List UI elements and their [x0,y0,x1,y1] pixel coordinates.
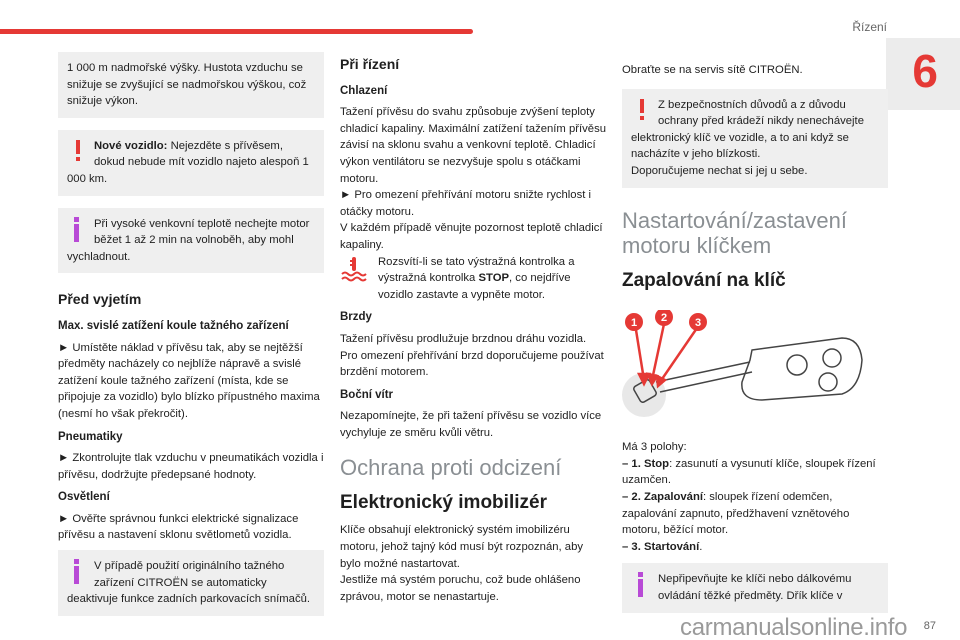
title-start-stop-key: Nastartování/zastavení motoru klíčkem [622,207,848,258]
chapter-number: 6 [912,45,938,97]
stop-warning-line [340,254,606,304]
subheading-towball-load: Max. svislé zatížení koule tažného zařízení [58,319,289,332]
position-stop-text: : zasunutí a vysunutí klíče, sloupek řízení uzamčen. [622,457,876,487]
page-header-title: Řízení [852,20,887,34]
position-ignition-label: – 2. Zapalování [622,490,703,503]
heavy-objects-info [622,563,888,612]
info-icon [67,558,88,586]
coolant-temp-text: V každém případě věnujte pozornost teplotě chladicí kapaliny. [340,222,603,251]
section-while-driving: Při řízení [340,56,400,72]
subheading-cooling: Chlazení [340,84,388,97]
column-2 [340,52,606,611]
heavy-objects-text: Nepřipevňujte ke klíči nebo dálkovému ovládání těžké předměty. Dřík klíče v [658,573,852,602]
info-icon [631,571,652,599]
warning-text: Nejezděte s přívěsem, dokud nebude mít vozidlo najeto alespoň 1 000 km. [67,139,309,185]
subheading-lighting: Osvětlení [58,491,110,504]
ignition-key-figure [622,310,872,420]
lighting-text: ► Ověřte správnou funkci elektrické signalizace přívěsu a nastavení sklonu světlometů vozidla. [58,512,299,542]
figure-label-3: 3 [694,316,702,329]
parking-sensors-info [58,550,324,616]
stop-label: STOP [478,272,510,285]
stop-text-a: Rozsvítí-li se tato výstražná kontrolka a výstražná kontrolka [378,255,575,285]
new-vehicle-warning [58,130,324,196]
subheading-tyres: Pneumatiky [58,430,123,443]
page-number: 87 [923,620,936,632]
title-immobiliser: Elektronický imobilizér [340,492,547,514]
immobiliser-fault-text: Jestliže má systém poruchu, což bude ohlášeno zprávou, motor se nenastartuje. [340,574,581,603]
key-safety-warning [622,89,888,188]
keep-key-text: Doporučujeme nechat si jej u sebe. [631,164,808,177]
cooling-text: Tažení přívěsu do svahu způsobuje zvýšení teploty chladicí kapaliny. Maximální zatížení tažením přívěsu závisí na sklonu svahu a venkovní teplotě. Chladicí výkon ventilátoru se nezvyšuje spolu s otáčkami motoru. [340,106,607,185]
altitude-note [58,52,324,118]
top-accent-bar [0,29,473,34]
column-1 [58,52,324,628]
positions-intro: Má 3 polohy: [622,441,687,454]
warning-icon [67,138,88,166]
position-start-text: . [699,540,703,553]
section-before-departure: Před vyjetím [58,291,142,308]
coolant-temperature-icon [340,256,368,282]
altitude-text: 1 000 m nadmořské výšky. Hustota vzduchu se snižuje se zvyšující se nadmořskou výškou, což snižuje výkon. [67,62,307,108]
brakes-text: Tažení přívěsu prodlužuje brzdnou dráhu vozidla. Pro omezení přehřívání brzd doporučujeme používat brzdění motorem. [340,332,604,379]
stop-text-b: , co nejdříve vozidlo zastavte a vypněte motor. [378,272,571,301]
figure-label-2: 2 [660,311,668,324]
subheading-crosswind: Boční vítr [340,388,394,401]
towball-load-text: ► Umístěte náklad v přívěsu tak, aby se nejtěžší předměty nacházely co nejblíže nápravě a svislé zatížení koule tažného zařízení (místa, kde se připojuje za vozidlo) bylo blízko přípustného maxima (nesmí ho však překročit). [58,341,320,420]
warning-label: Nové vozidlo: [94,139,168,152]
column-3 [622,52,888,625]
hot-weather-info [58,208,324,274]
title-key-ignition: Zapalování na klíč [622,269,786,291]
hot-weather-text: Při vysoké venkovní teplotě nechejte motor běžet 1 až 2 min na volnoběh, aby mohl vychladnout. [67,217,310,263]
tyres-text: ► Zkontrolujte tlak vzduchu v pneumatikách vozidla i přívěsu, dodržujte předepsané hodnoty. [58,452,324,481]
key-safety-text: Z bezpečnostních důvodů a z důvodu ochrany před krádeží nikdy nenechávejte elektronický klíč ve vozidle, a to ani když se nacházíte v jeho blízkosti. [631,98,864,161]
reduce-speed-text: ► Pro omezení přehřívání motoru snižte rychlost i otáčky motoru. [340,189,592,218]
figure-label-1: 1 [630,316,638,329]
immobiliser-text: Klíče obsahují elektronický systém imobilizéru motoru, jehož tajný kód musí být rozpoznán, aby bylo možné nastartovat. [340,524,584,570]
subheading-brakes: Brzdy [340,311,372,324]
position-stop-label: – 1. Stop [622,457,670,470]
title-theft-protection: Ochrana proti odcizení [340,455,562,481]
contact-dealer-text: Obraťte se na servis sítě CITROËN. [622,64,803,76]
warning-icon [631,97,652,125]
position-ignition-text: : sloupek řízení odemčen, zapalování zapnuto, předžhavení vznětového motoru, běžící motor. [622,490,850,537]
parking-sensors-text: V případě použití originálního tažného zařízení CITROËN se automaticky deaktivuje funkce zadních parkovacích snímačů. [67,560,311,606]
watermark: carmanualsonline.info [680,614,908,640]
info-icon [67,216,88,244]
position-start-label: – 3. Startování [622,540,700,553]
crosswind-text: Nezapomínejte, že při tažení přívěsu se vozidlo více vychyluje ze směru kvůli větru. [340,410,602,439]
